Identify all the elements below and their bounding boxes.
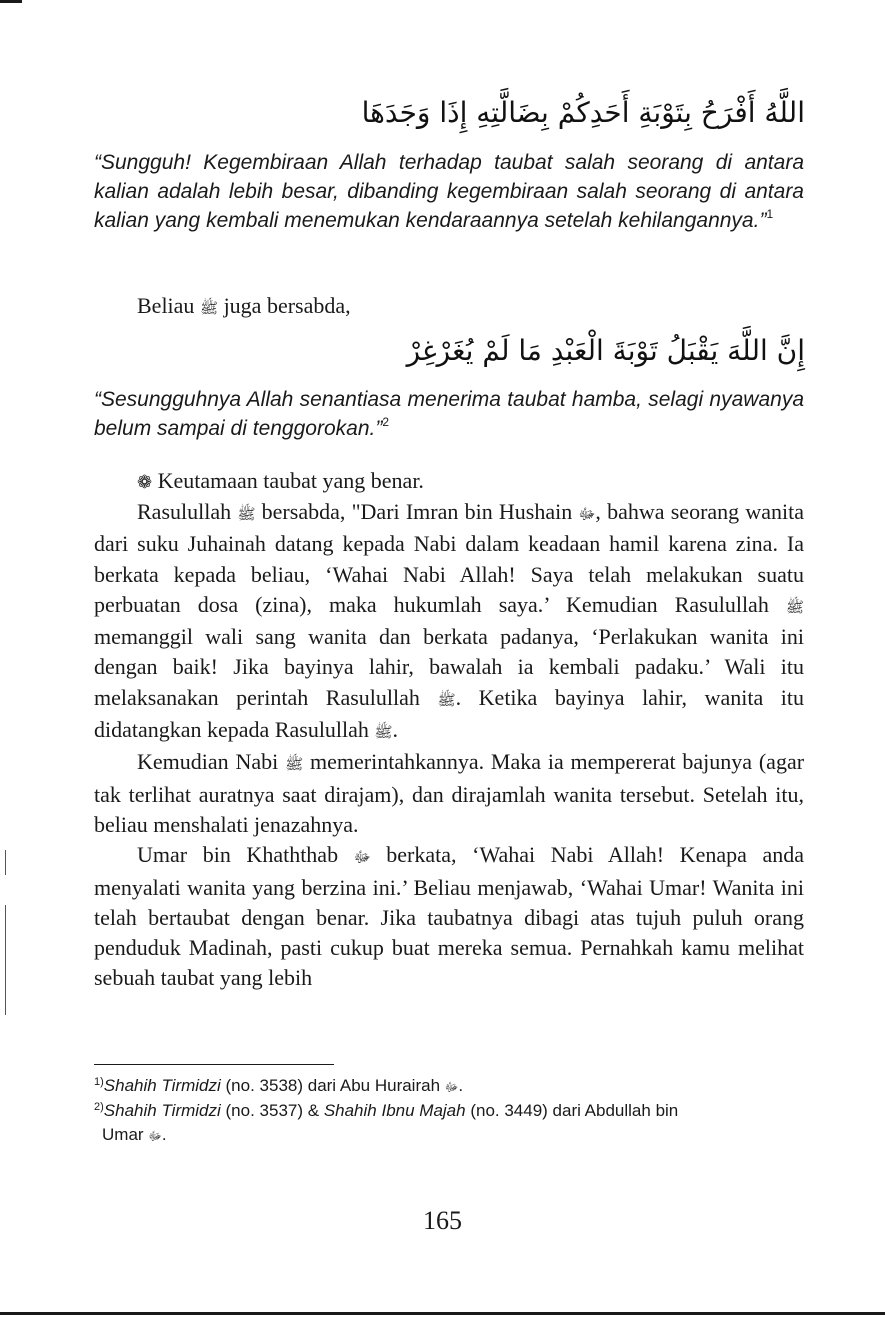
radhiyallahu-symbol-icon: ﷻ (148, 1129, 162, 1143)
section-heading (137, 468, 424, 494)
salawat-symbol-icon: ﷺ (437, 690, 456, 709)
salawat-symbol-icon: ﷺ (237, 505, 256, 523)
footnote-ref-2: 2 (382, 415, 390, 429)
salawat-symbol-icon: ﷺ (374, 723, 393, 742)
intro-line (137, 293, 351, 321)
salawat-symbol-icon: ﷺ (785, 597, 804, 616)
quote-text: “Sungguh! Kegembiraan Allah terhadap taubat salah seorang di antara kalian adalah lebih besar, dibanding kegembiraan salah seorang di antara kalian yang kembali menemukan kendaraannya setelah kehilangannya.” (94, 151, 804, 232)
radhiyallahu-symbol-icon: ﷻ (578, 505, 596, 523)
radhiyallahu-symbol-icon: ﷻ (353, 848, 371, 867)
salawat-symbol-icon: ﷺ (285, 755, 304, 774)
page-number: 165 (423, 1206, 462, 1235)
footnote-divider (94, 1064, 334, 1065)
intro-text-after: juga bersabda, (223, 293, 351, 318)
footnote-source: Shahih Tirmidzi (103, 1076, 221, 1095)
footnote-source: Shahih Ibnu Majah (323, 1101, 466, 1120)
scan-margin-line (5, 850, 6, 875)
intro-text-before: Beliau (137, 293, 195, 318)
footnote-2 (94, 1099, 808, 1123)
body-text (94, 497, 804, 994)
footnote-1: $^{1)}$Shahih Tirmidzi (no. 3538) dari Abu Hurairah ﷻ. (94, 1076, 464, 1095)
flower-ornament-icon: ❁ (137, 472, 153, 493)
arabic-hadith-2: إِنَّ اللَّهَ يَقْبَلُ تَوْبَةَ الْعَبْدِ مَا لَمْ يُغَرْغِرْ (406, 334, 805, 367)
footnote-detail: (no. 3538) dari Abu Hurairah (225, 1076, 441, 1095)
paragraph-1: Rasulullah ﷺ bersabda, "Dari Imran bin Hushain ﷻ, bahwa seorang wanita dari suku Juhainah datang kepada Nabi dalam keadaan hamil karena zina. Ia berkata kepada beliau, ‘Wahai Nabi Allah! Saya telah melakukan suatu perbuatan dosa (zina), maka hukumlah saya.’ Kemudian Rasulullah ﷺ memanggil wali sang wanita dan berkata padanya, ‘Perlakukan wanita ini dengan baik! Jika bayinya lahir, bawalah ia kembali padaku.’ Wali itu melaksanakan perintah Rasulullah ﷺ. Ketika bayinya lahir, wanita itu didatangkan kepada Rasulullah ﷺ. (94, 499, 805, 743)
footnote-detail: (no. 3449) dari Abdullah bin (470, 1101, 679, 1120)
scan-corner-mark (0, 0, 22, 3)
footnote-source: Shahih Tirmidzi (103, 1101, 221, 1120)
footnote-ref-1: 1 (766, 207, 774, 221)
footnote-detail: (no. 3537) & (225, 1101, 320, 1120)
footnotes (94, 1074, 808, 1148)
scan-bottom-edge (0, 1312, 885, 1315)
footnote-marker: 2) (94, 1101, 104, 1113)
paragraph-2: Kemudian Nabi ﷺ memerintahkannya. Maka ia mempererat bajunya (agar tak terlihat auratnya saat dirajam), dan dirajamlah wanita tersebut. Setelah itu, beliau menshalati jenazahnya. (94, 749, 805, 837)
hadith-translation-2 (94, 385, 804, 443)
footnote-2-continued: Umar ﷻ. (102, 1125, 167, 1144)
paragraph-3: Umar bin Khaththab ﷻ berkata, ‘Wahai Nabi Allah! Kenapa anda menyalati wanita yang berzina ini.’ Beliau menjawab, ‘Wahai Umar! Wanita ini telah bertaubat dengan benar. Jika taubatnya dibagi atas tujuh puluh orang penduduk Madinah, pasti cukup buat mereka semua. Pernahkah kamu melihat sebuah taubat yang lebih (94, 842, 805, 991)
scan-margin-line (5, 905, 6, 1015)
hadith-translation-1 (94, 148, 804, 235)
section-heading-text: Keutamaan taubat yang benar. (157, 468, 424, 493)
footnote-marker: 1) (94, 1076, 104, 1088)
salawat-symbol-icon: ﷺ (199, 299, 219, 317)
quote-text: “Sesungguhnya Allah senantiasa menerima taubat hamba, selagi nyawanya belum sampai di tenggorokan.” (94, 388, 804, 440)
radhiyallahu-symbol-icon: ﷻ (444, 1080, 459, 1094)
arabic-hadith-1: اللَّهُ أَفْرَحُ بِتَوْبَةِ أَحَدِكُمْ بِضَالَّتِهِ إِذَا وَجَدَهَا (361, 96, 805, 129)
